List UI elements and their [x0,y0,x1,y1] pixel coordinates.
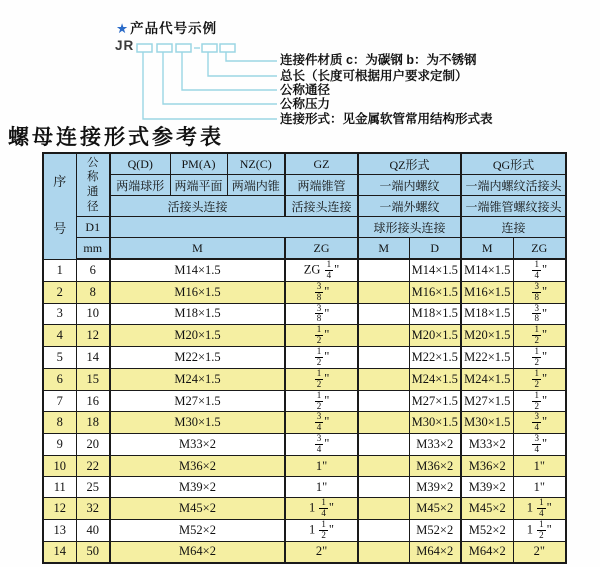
cell-mm: 22 [76,456,110,477]
header-row-3 [43,196,566,217]
header-qz-sub2: 一端外螺纹 [358,196,461,217]
cell-gz-zg: 1" [285,456,358,477]
cell-m: M30×1.5 [110,412,285,434]
table-row [43,541,566,563]
cell-qg-m: M18×1.5 [461,303,513,325]
cell-qz-m [358,434,409,456]
cell-qz-m [358,281,409,303]
header-gz-sub: 两端锥管 [285,175,358,196]
cell-qg-m: M16×1.5 [461,281,513,303]
code-box-2 [157,44,172,52]
leader-line-material [226,52,277,61]
header-qg-sub1: 一端内螺纹活接头 [461,175,566,196]
cell-m: M33×2 [110,434,285,456]
cell-gz-zg: $\frac{3}{8}$ " [285,281,358,303]
table-row [43,456,566,477]
cell-qg-zg: $\frac{1}{2}$ " [513,347,566,369]
code-label-length: 总长（长度可根据用户要求定制） [280,69,468,83]
cell-qg-zg: $\frac{3}{8}$ " [513,303,566,325]
cell-m: M39×2 [110,477,285,498]
header-zg-qg: ZG [513,238,566,260]
cell-qz-d: M45×2 [409,498,461,520]
table-row [43,434,566,456]
cell-qg-m: M64×2 [461,541,513,563]
cell-mm: 25 [76,477,110,498]
code-box-3 [176,44,191,52]
header-nominal-diameter: 公称通径 [76,153,110,217]
cell-qz-m [358,412,409,434]
cell-seq: 14 [43,541,76,563]
table-row [43,519,566,541]
table-header [43,153,566,259]
cell-qg-m: M52×2 [461,519,513,541]
header-qg-sub2: 一端锥管螺纹接头 [461,196,566,217]
header-row-5 [43,238,566,260]
cell-gz-zg: ZG $\frac{1}{4}$ " [285,259,358,281]
cell-mm: 8 [76,281,110,303]
cell-qz-m [358,303,409,325]
cell-seq: 1 [43,259,76,281]
header-pm-sub: 两端平面 [170,175,227,196]
cell-qz-m [358,541,409,563]
header-m-merged: M [110,238,285,260]
cell-gz-zg: $\frac{1}{2}$ " [285,347,358,369]
table-body [43,259,566,563]
cell-qg-m: M20×1.5 [461,325,513,347]
leader-line-diameter [182,52,277,90]
table-row [43,390,566,412]
cell-mm: 10 [76,303,110,325]
table-title: 螺母连接形式参考表 [8,125,224,149]
header-row-1 [43,153,566,175]
code-box-1 [137,44,152,52]
cell-qz-d: M16×1.5 [409,281,461,303]
code-leader-lines [143,48,277,119]
cell-qz-d: M33×2 [409,434,461,456]
cell-qz-d: M52×2 [409,519,461,541]
table-row [43,368,566,390]
cell-mm: 32 [76,498,110,520]
nut-connection-reference-table [42,152,567,564]
cell-gz-zg: $\frac{1}{2}$ " [285,368,358,390]
cell-qg-zg: 2" [513,541,566,563]
cell-m: M45×2 [110,498,285,520]
cell-qz-d: M20×1.5 [409,325,461,347]
cell-qz-d: M64×2 [409,541,461,563]
cell-qg-m: M30×1.5 [461,412,513,434]
cell-m: M14×1.5 [110,259,285,281]
header-blank [110,217,358,238]
cell-qz-m [358,347,409,369]
cell-gz-zg: 1 $\frac{1}{4}$ " [285,498,358,520]
header-nz: NZ(C) [227,153,285,175]
cell-mm: 6 [76,259,110,281]
header-q: Q(D) [110,153,170,175]
cell-seq: 12 [43,498,76,520]
cell-gz-zg: $\frac{3}{4}$ " [285,434,358,456]
cell-gz-zg: $\frac{1}{2}$ " [285,390,358,412]
header-m-qg: M [461,238,513,260]
cell-qz-d: M27×1.5 [409,390,461,412]
star-icon: ★ [116,21,129,36]
cell-gz-zg: $\frac{3}{4}$ " [285,412,358,434]
header-seq: 序号 [43,153,76,259]
cell-seq: 2 [43,281,76,303]
cell-seq: 10 [43,456,76,477]
cell-qz-m [358,259,409,281]
table-row [43,347,566,369]
cell-gz-zg: 1" [285,477,358,498]
table-row [43,259,566,281]
header-q-sub: 两端球形 [110,175,170,196]
header-row-2 [43,175,566,196]
cell-m: M18×1.5 [110,303,285,325]
header-qz: QZ形式 [358,153,461,175]
cell-m: M16×1.5 [110,281,285,303]
header-gz: GZ [285,153,358,175]
cell-qz-m [358,368,409,390]
cell-seq: 7 [43,390,76,412]
cell-qz-d: M30×1.5 [409,412,461,434]
cell-qg-m: M14×1.5 [461,259,513,281]
cell-m: M24×1.5 [110,368,285,390]
cell-qg-m: M36×2 [461,456,513,477]
cell-qg-zg: 1 $\frac{1}{2}$ " [513,519,566,541]
cell-qz-m [358,498,409,520]
cell-qz-m [358,477,409,498]
cell-m: M52×2 [110,519,285,541]
code-boxes [137,44,235,52]
cell-m: M64×2 [110,541,285,563]
cell-qg-zg: 1 $\frac{1}{4}$ " [513,498,566,520]
header-zg-gz: ZG [285,238,358,260]
cell-seq: 13 [43,519,76,541]
cell-qz-d: M14×1.5 [409,259,461,281]
cell-gz-zg: 1 $\frac{1}{2}$ " [285,519,358,541]
header-qg: QG形式 [461,153,566,175]
cell-qg-zg: $\frac{1}{2}$ " [513,325,566,347]
cell-qg-m: M33×2 [461,434,513,456]
cell-gz-zg: $\frac{1}{2}$ " [285,325,358,347]
header-gz-connection: 活接头连接 [285,196,358,217]
cell-m: M27×1.5 [110,390,285,412]
leader-line-pressure [163,52,277,104]
header-qg-connection: 连接 [461,217,566,238]
cell-qz-m [358,456,409,477]
cell-qg-m: M22×1.5 [461,347,513,369]
cell-seq: 4 [43,325,76,347]
table-row [43,303,566,325]
cell-seq: 6 [43,368,76,390]
cell-mm: 20 [76,434,110,456]
cell-qg-zg: $\frac{1}{4}$ " [513,259,566,281]
header-d-qz: D [409,238,461,260]
header-qz-connection: 球形接头连接 [358,217,461,238]
cell-mm: 16 [76,390,110,412]
cell-m: M20×1.5 [110,325,285,347]
cell-qg-m: M27×1.5 [461,390,513,412]
diagram-title-text: 产品代号示例 [130,21,218,36]
cell-mm: 15 [76,368,110,390]
cell-mm: 12 [76,325,110,347]
code-prefix: JR [115,38,135,53]
code-label-connection: 连接形式：见金属软管常用结构形式表 [280,112,493,126]
code-box-4 [202,44,217,52]
diagram-title [116,17,217,37]
header-mm: mm [76,238,110,260]
table-row [43,325,566,347]
cell-seq: 9 [43,434,76,456]
cell-gz-zg: 2" [285,541,358,563]
cell-qg-m: M45×2 [461,498,513,520]
cell-m: M36×2 [110,456,285,477]
cell-mm: 50 [76,541,110,563]
cell-gz-zg: $\frac{3}{8}$ " [285,303,358,325]
header-row-4 [43,217,566,238]
cell-seq: 11 [43,477,76,498]
table-row [43,498,566,520]
cell-qz-d: M39×2 [409,477,461,498]
cell-qg-m: M24×1.5 [461,368,513,390]
cell-qz-d: M22×1.5 [409,347,461,369]
cell-qg-m: M39×2 [461,477,513,498]
cell-seq: 8 [43,412,76,434]
header-pm: PM(A) [170,153,227,175]
cell-mm: 14 [76,347,110,369]
header-nz-sub: 两端内锥 [227,175,285,196]
cell-qz-d: M24×1.5 [409,368,461,390]
code-label-pressure: 公称压力 [280,97,331,111]
cell-qg-zg: $\frac{3}{4}$ " [513,434,566,456]
table-row [43,281,566,303]
cell-qz-m [358,390,409,412]
header-union-connection: 活接头连接 [110,196,285,217]
cell-qg-zg: $\frac{3}{8}$ " [513,281,566,303]
cell-qz-m [358,519,409,541]
cell-m: M22×1.5 [110,347,285,369]
cell-qg-zg: 1" [513,477,566,498]
table-row [43,477,566,498]
header-m-qz: M [358,238,409,260]
leader-line-length [208,52,277,76]
code-label-material: 连接件材质 c：为碳钢 b：为不锈钢 [280,53,477,67]
cell-qz-d: M36×2 [409,456,461,477]
cell-mm: 40 [76,519,110,541]
cell-qz-d: M18×1.5 [409,303,461,325]
cell-seq: 3 [43,303,76,325]
header-qz-sub1: 一端内螺纹 [358,175,461,196]
code-box-5 [220,44,235,52]
cell-qg-zg: 1" [513,456,566,477]
header-d1: D1 [76,217,110,238]
cell-seq: 5 [43,347,76,369]
cell-qg-zg: $\frac{1}{2}$ " [513,368,566,390]
cell-qz-m [358,325,409,347]
code-label-diameter: 公称通径 [280,83,331,97]
cell-qg-zg: $\frac{3}{4}$ " [513,412,566,434]
cell-qg-zg: $\frac{1}{2}$ " [513,390,566,412]
cell-mm: 18 [76,412,110,434]
table-row [43,412,566,434]
